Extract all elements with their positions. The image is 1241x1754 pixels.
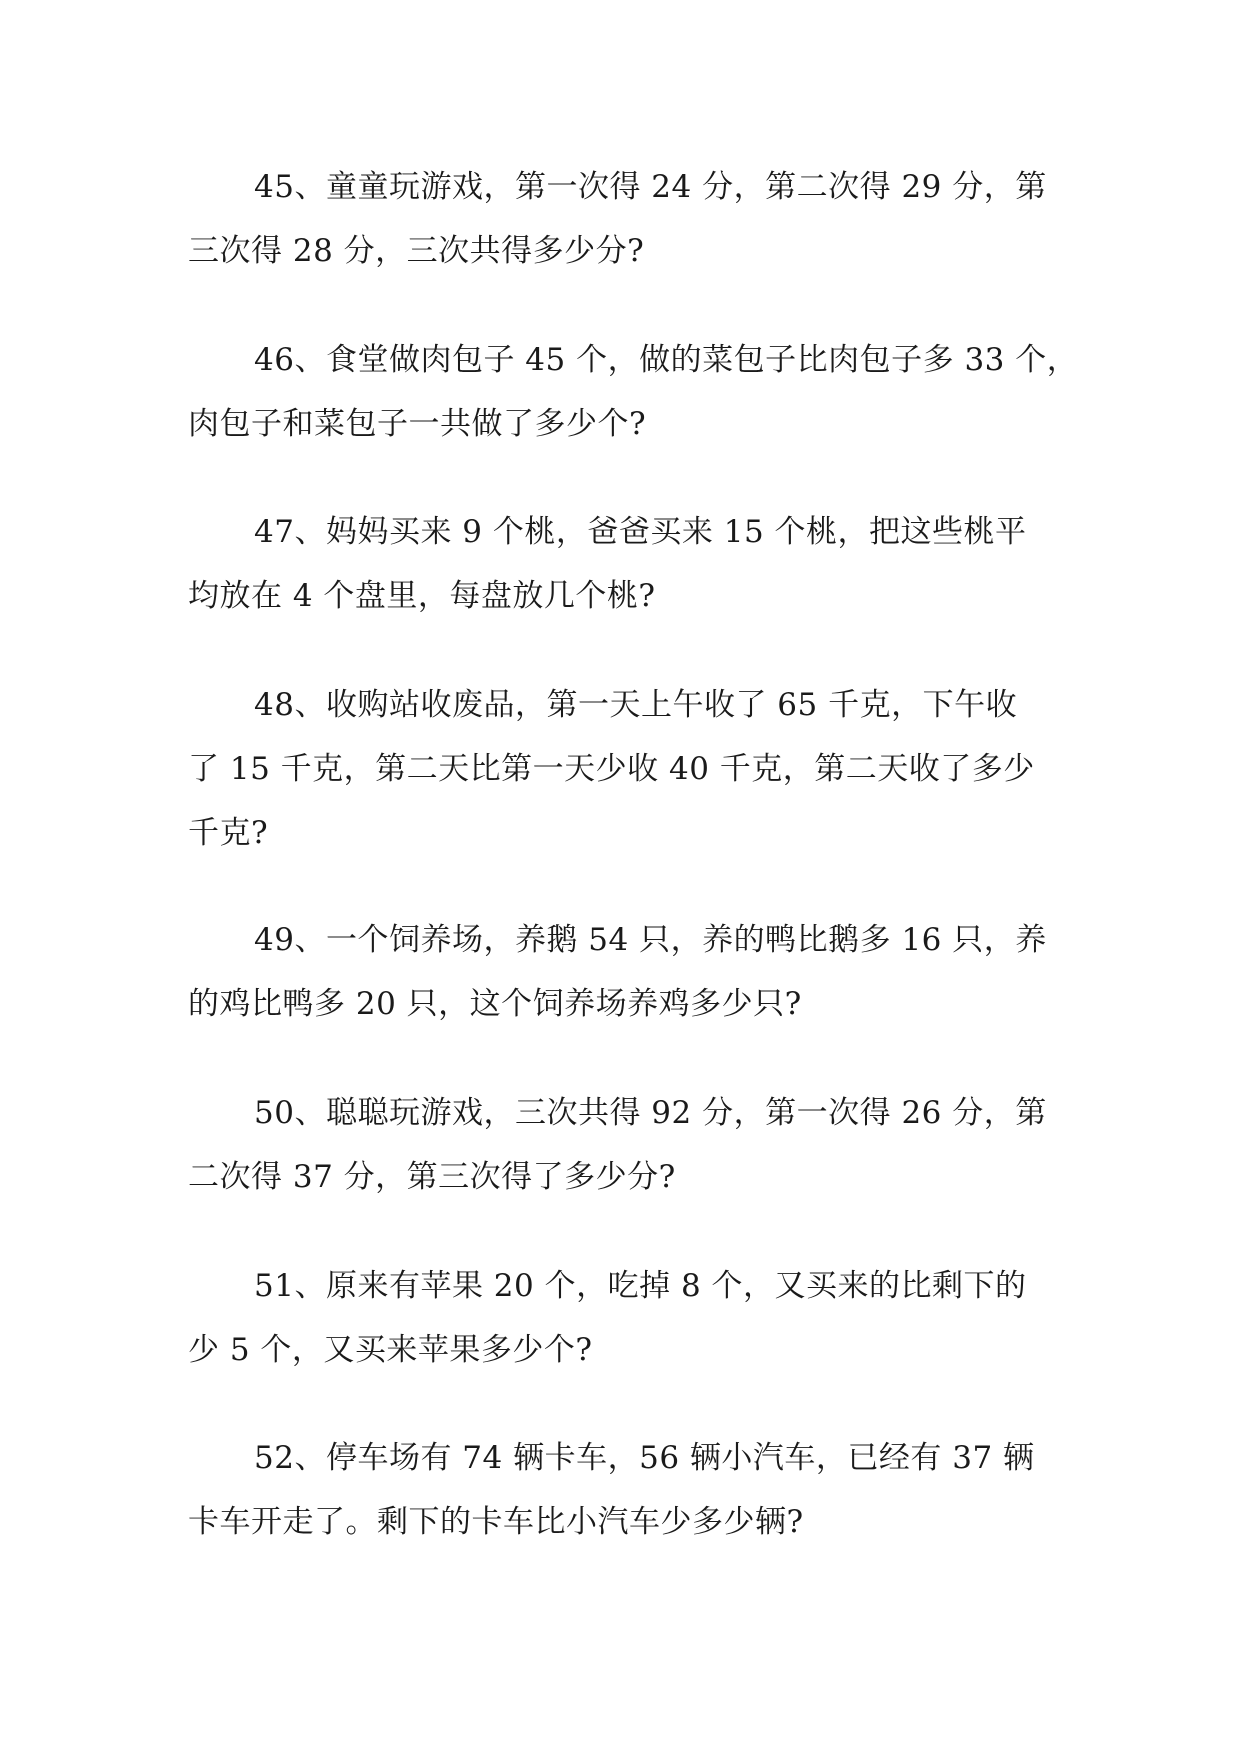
problem-line: 肉包子和菜包子一共做了多少个? bbox=[188, 406, 647, 442]
problem-52 bbox=[188, 1426, 1068, 1554]
problem-line: 卡车开走了。剩下的卡车比小汽车少多少辆? bbox=[188, 1504, 804, 1540]
problem-49 bbox=[188, 908, 1068, 1036]
problem-line: 少 5 个，又买来苹果多少个? bbox=[188, 1332, 593, 1368]
problem-line: 52、停车场有 74 辆卡车，56 辆小汽车，已经有 37 辆 bbox=[254, 1440, 1035, 1476]
problem-line: 了 15 千克，第二天比第一天少收 40 千克，第二天收了多少 bbox=[188, 751, 1035, 787]
problem-50 bbox=[188, 1081, 1068, 1209]
problem-line: 均放在 4 个盘里，每盘放几个桃? bbox=[188, 578, 656, 614]
problem-45 bbox=[188, 155, 1068, 283]
problem-line: 49、一个饲养场，养鹅 54 只，养的鸭比鹅多 16 只，养 bbox=[254, 922, 1047, 958]
problem-line: 千克? bbox=[188, 815, 269, 851]
problem-line: 45、童童玩游戏，第一次得 24 分，第二次得 29 分，第 bbox=[254, 169, 1047, 205]
problem-51 bbox=[188, 1254, 1068, 1382]
problem-line: 48、收购站收废品，第一天上午收了 65 千克，下午收 bbox=[254, 687, 1018, 723]
problem-line: 50、聪聪玩游戏，三次共得 92 分，第一次得 26 分，第 bbox=[254, 1095, 1047, 1131]
problem-line: 51、原来有苹果 20 个，吃掉 8 个，又买来的比剩下的 bbox=[254, 1268, 1027, 1304]
problem-line: 二次得 37 分，第三次得了多少分? bbox=[188, 1159, 676, 1195]
problem-line: 47、妈妈买来 9 个桃，爸爸买来 15 个桃，把这些桃平 bbox=[254, 514, 1027, 550]
problem-line: 的鸡比鸭多 20 只，这个饲养场养鸡多少只? bbox=[188, 986, 802, 1022]
problem-line: 三次得 28 分，三次共得多少分? bbox=[188, 233, 645, 269]
problem-47 bbox=[188, 500, 1068, 628]
problem-line: 46、食堂做肉包子 45 个，做的菜包子比肉包子多 33 个， bbox=[254, 342, 1079, 378]
problem-46 bbox=[188, 328, 1079, 456]
problem-48 bbox=[188, 673, 1068, 865]
